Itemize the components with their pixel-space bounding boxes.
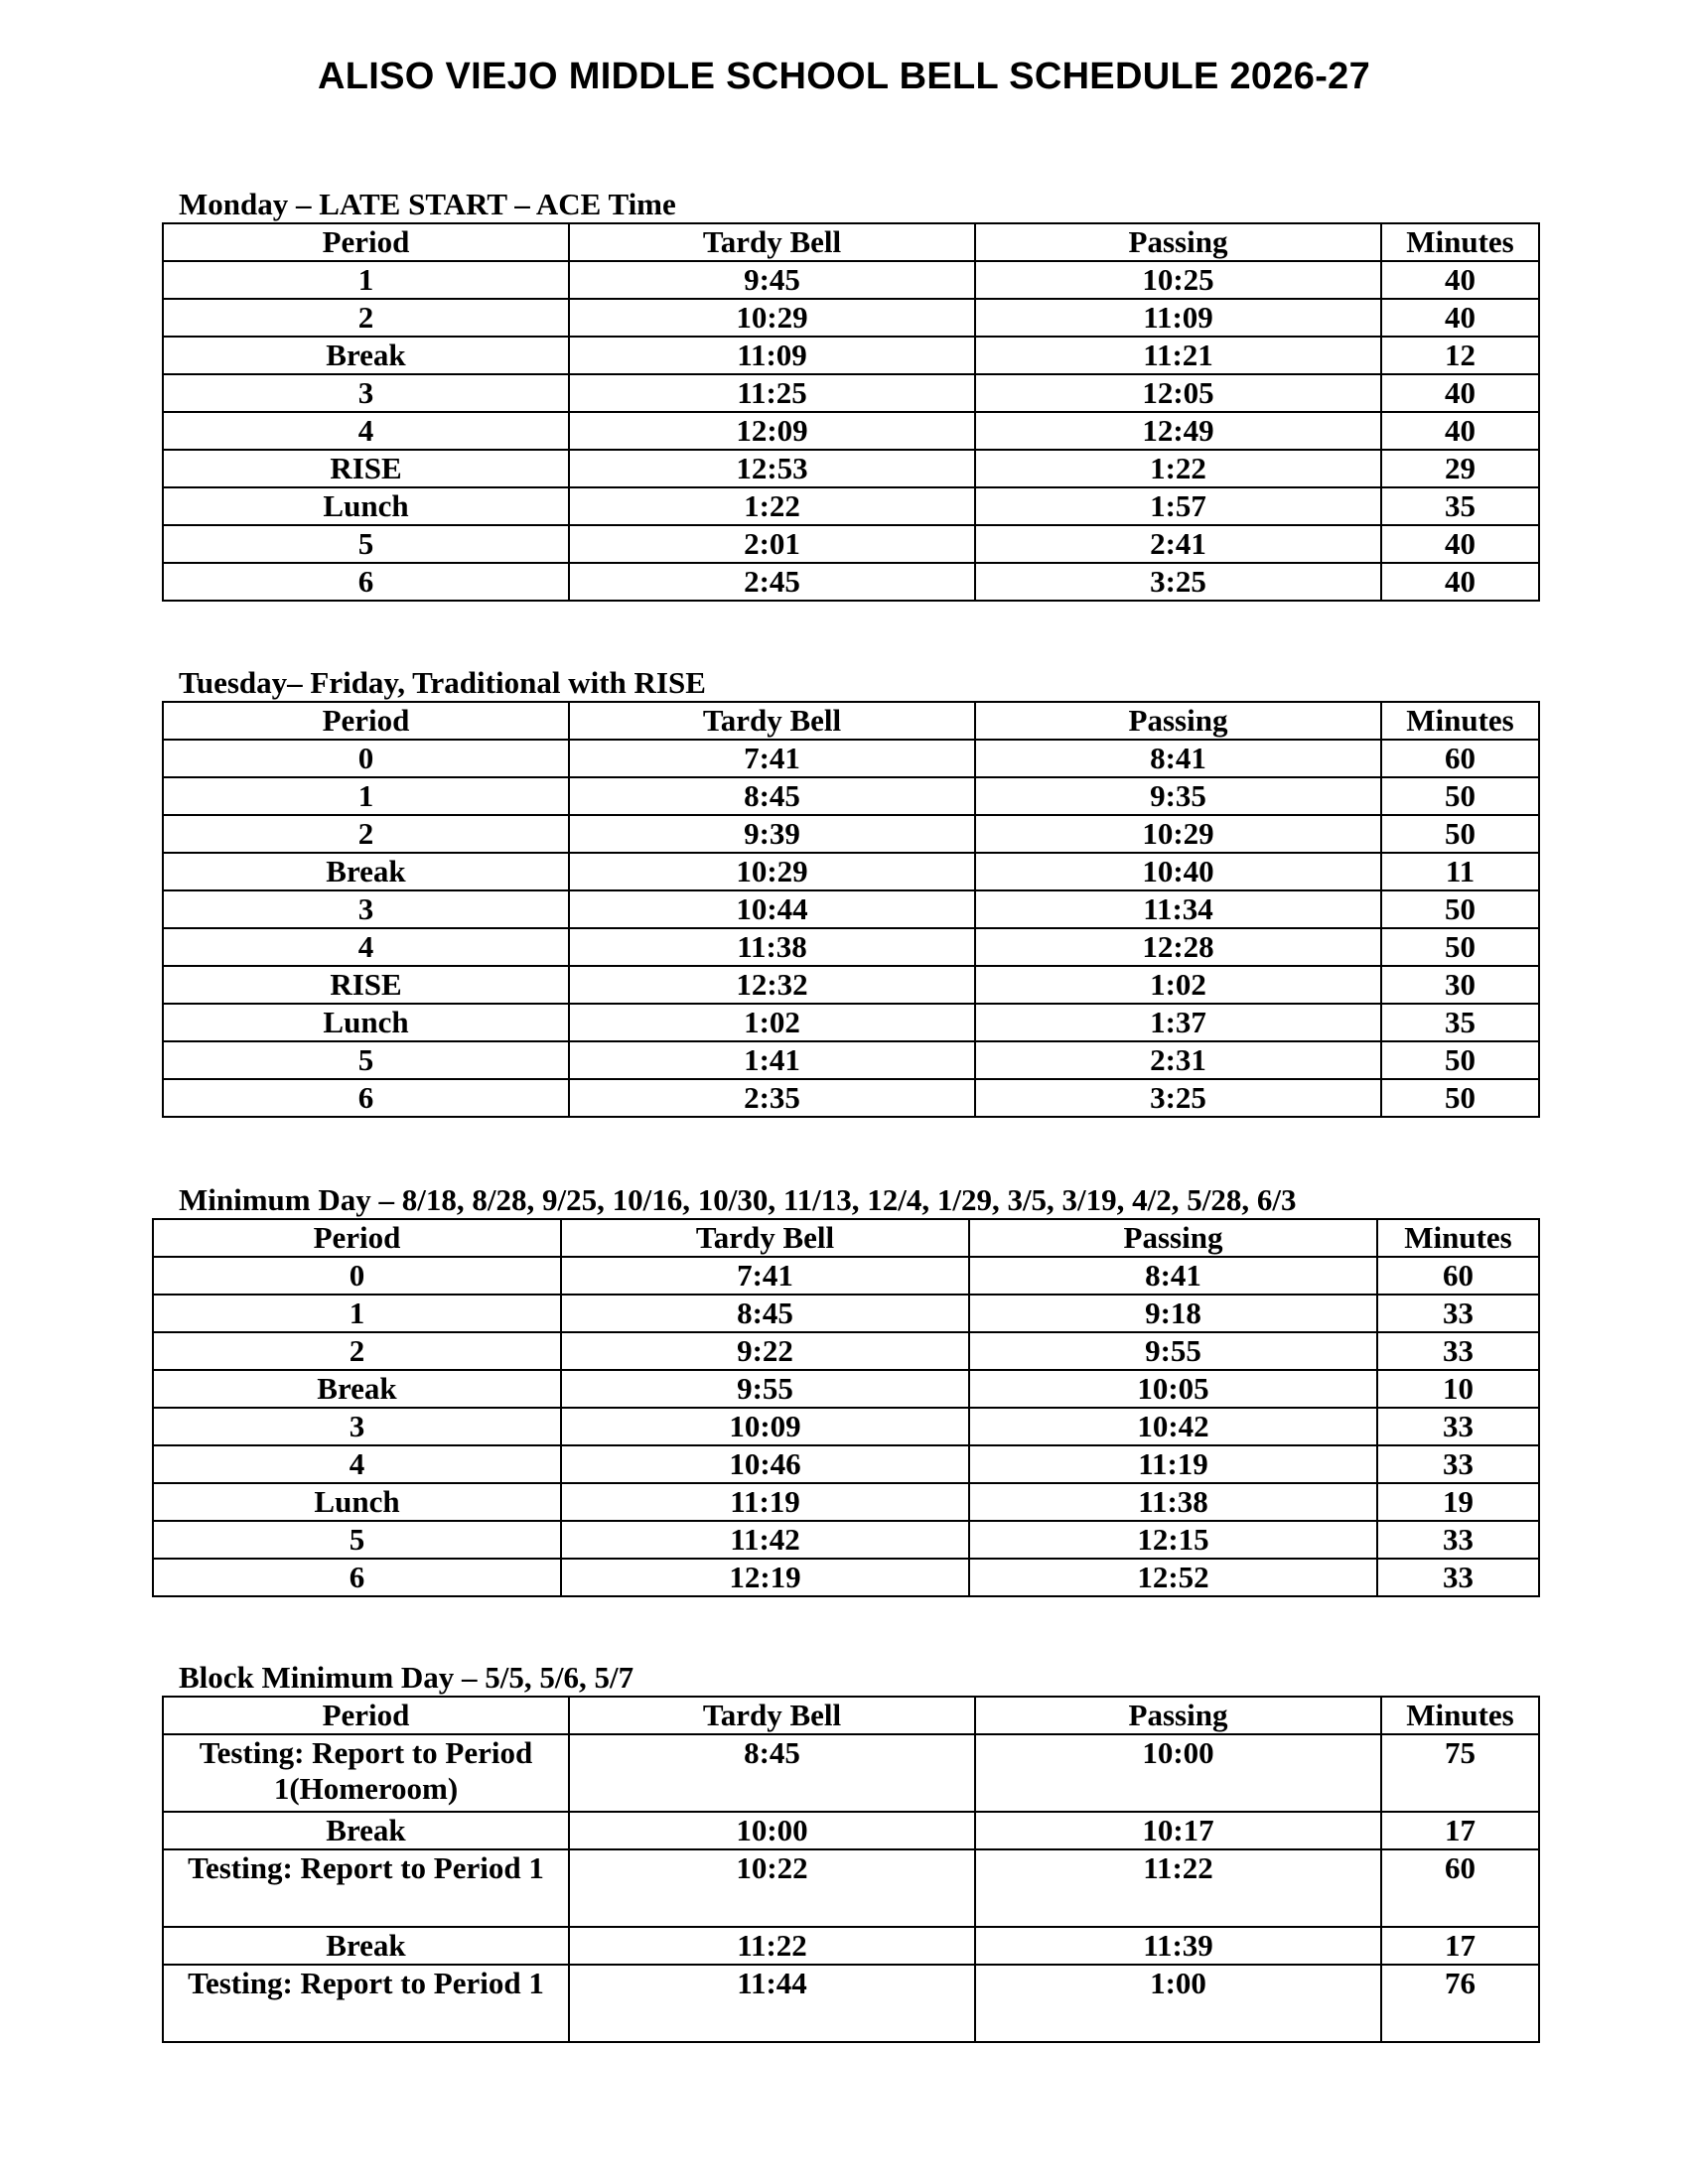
schedule-tuesday-friday [162,665,1540,1118]
schedule-block-minimum-day [162,1660,1540,2043]
minutes-cell: 30 [1381,966,1539,1004]
passing-cell: 11:09 [975,299,1381,337]
tardy-bell-cell: 12:32 [569,966,975,1004]
table-row [163,525,1539,563]
period-cell: RISE [163,966,569,1004]
minutes-cell: 35 [1381,487,1539,525]
tardy-bell-cell: 8:45 [569,777,975,815]
period-cell: 6 [153,1559,561,1596]
tardy-bell-cell: 2:35 [569,1079,975,1117]
period-cell: Lunch [163,487,569,525]
passing-cell: 3:25 [975,1079,1381,1117]
tardy-bell-cell: 11:25 [569,374,975,412]
passing-cell: 10:05 [969,1370,1377,1408]
column-header: Minutes [1381,702,1539,740]
table-row [163,928,1539,966]
passing-cell: 1:22 [975,450,1381,487]
period-cell: 3 [163,890,569,928]
table-row [163,450,1539,487]
passing-cell: 12:28 [975,928,1381,966]
table-row [163,890,1539,928]
minutes-cell: 75 [1381,1734,1539,1812]
passing-cell: 10:00 [975,1734,1381,1812]
table-row [153,1521,1539,1559]
period-cell: 5 [163,1041,569,1079]
tardy-bell-cell: 11:22 [569,1927,975,1965]
table-row [163,337,1539,374]
passing-cell: 11:38 [969,1483,1377,1521]
tardy-bell-cell: 7:41 [561,1257,969,1295]
table-row [153,1295,1539,1332]
column-header: Passing [975,223,1381,261]
minutes-cell: 50 [1381,1041,1539,1079]
period-cell: 1 [163,777,569,815]
period-cell: 0 [163,740,569,777]
table-row [163,966,1539,1004]
passing-cell: 1:57 [975,487,1381,525]
tardy-bell-cell: 12:19 [561,1559,969,1596]
minutes-cell: 40 [1381,261,1539,299]
tardy-bell-cell: 1:41 [569,1041,975,1079]
schedule-label: Monday – LATE START – ACE Time [179,187,676,221]
passing-cell: 3:25 [975,563,1381,601]
tardy-bell-cell: 12:53 [569,450,975,487]
passing-cell: 12:49 [975,412,1381,450]
period-cell: 4 [163,412,569,450]
table-header-row [153,1219,1539,1257]
minutes-cell: 10 [1377,1370,1539,1408]
tardy-bell-cell: 1:02 [569,1004,975,1041]
minutes-cell: 33 [1377,1332,1539,1370]
column-header: Minutes [1377,1219,1539,1257]
period-text: Testing: Report to Period 1(Homeroom) [199,1735,533,1806]
period-cell: Break [163,1927,569,1965]
period-cell: Lunch [163,1004,569,1041]
period-cell: 6 [163,1079,569,1117]
passing-cell: 9:55 [969,1332,1377,1370]
tardy-bell-cell: 9:22 [561,1332,969,1370]
schedule-table [162,701,1540,1118]
passing-cell: 2:41 [975,525,1381,563]
minutes-cell: 50 [1381,890,1539,928]
passing-cell: 10:17 [975,1812,1381,1849]
tardy-bell-cell: 8:45 [569,1734,975,1812]
period-cell: Lunch [153,1483,561,1521]
table-row [163,261,1539,299]
table-row [163,740,1539,777]
table-row [153,1257,1539,1295]
column-header: Tardy Bell [569,702,975,740]
table-row [163,777,1539,815]
tardy-bell-cell: 9:39 [569,815,975,853]
minutes-cell: 50 [1381,815,1539,853]
tardy-bell-cell: 11:19 [561,1483,969,1521]
period-cell: Break [163,853,569,890]
period-text: Testing: Report to Period 1 [188,1966,544,2000]
minutes-cell: 50 [1381,1079,1539,1117]
period-cell: RISE [163,450,569,487]
passing-cell: 10:25 [975,261,1381,299]
tardy-bell-cell: 8:45 [561,1295,969,1332]
table-row [163,853,1539,890]
passing-cell: 12:05 [975,374,1381,412]
table-header-row [163,1697,1539,1734]
minutes-cell: 17 [1381,1927,1539,1965]
tardy-bell-cell: 10:09 [561,1408,969,1445]
column-header: Period [163,223,569,261]
column-header: Tardy Bell [569,223,975,261]
minutes-cell: 33 [1377,1408,1539,1445]
schedule-label: Tuesday– Friday, Traditional with RISE [179,665,706,700]
passing-cell: 1:00 [975,1965,1381,2042]
column-header: Period [163,702,569,740]
column-header: Tardy Bell [561,1219,969,1257]
table-row [163,487,1539,525]
period-cell: 3 [153,1408,561,1445]
table-row [163,299,1539,337]
table-row [163,1927,1539,1965]
table-row [163,1849,1539,1927]
schedule-label: Block Minimum Day – 5/5, 5/6, 5/7 [179,1660,634,1695]
minutes-cell: 60 [1377,1257,1539,1295]
tardy-bell-cell: 11:09 [569,337,975,374]
minutes-cell: 11 [1381,853,1539,890]
table-row [163,1079,1539,1117]
table-row [163,412,1539,450]
minutes-cell: 40 [1381,374,1539,412]
period-cell: Break [163,1812,569,1849]
minutes-cell: 50 [1381,928,1539,966]
minutes-cell: 40 [1381,525,1539,563]
tardy-bell-cell: 10:46 [561,1445,969,1483]
period-cell: 3 [163,374,569,412]
table-row [153,1483,1539,1521]
period-cell [163,1849,569,1927]
table-row [153,1445,1539,1483]
table-row [163,1965,1539,2042]
minutes-cell: 40 [1381,563,1539,601]
column-header: Passing [969,1219,1377,1257]
tardy-bell-cell: 11:38 [569,928,975,966]
minutes-cell: 76 [1381,1965,1539,2042]
period-cell: 1 [163,261,569,299]
table-row [163,374,1539,412]
passing-cell: 10:40 [975,853,1381,890]
minutes-cell: 33 [1377,1559,1539,1596]
period-cell: 5 [153,1521,561,1559]
tardy-bell-cell: 2:01 [569,525,975,563]
minutes-cell: 40 [1381,412,1539,450]
schedule-table [162,222,1540,602]
period-cell: 2 [153,1332,561,1370]
tardy-bell-cell: 7:41 [569,740,975,777]
column-header: Tardy Bell [569,1697,975,1734]
column-header: Period [163,1697,569,1734]
period-cell: 5 [163,525,569,563]
table-row [163,563,1539,601]
tardy-bell-cell: 11:44 [569,1965,975,2042]
minutes-cell: 12 [1381,337,1539,374]
period-cell: 2 [163,815,569,853]
minutes-cell: 40 [1381,299,1539,337]
passing-cell: 9:35 [975,777,1381,815]
tardy-bell-cell: 2:45 [569,563,975,601]
passing-cell: 11:22 [975,1849,1381,1927]
period-cell: 4 [163,928,569,966]
column-header: Minutes [1381,1697,1539,1734]
minutes-cell: 17 [1381,1812,1539,1849]
passing-cell: 9:18 [969,1295,1377,1332]
passing-cell: 10:42 [969,1408,1377,1445]
schedule-minimum-day [152,1182,1540,1597]
tardy-bell-cell: 11:42 [561,1521,969,1559]
passing-cell: 10:29 [975,815,1381,853]
period-cell: 2 [163,299,569,337]
minutes-cell: 60 [1381,740,1539,777]
minutes-cell: 33 [1377,1521,1539,1559]
tardy-bell-cell: 10:29 [569,299,975,337]
minutes-cell: 33 [1377,1445,1539,1483]
tardy-bell-cell: 9:55 [561,1370,969,1408]
tardy-bell-cell: 9:45 [569,261,975,299]
table-row [163,1004,1539,1041]
period-text: Testing: Report to Period 1 [188,1850,544,1885]
schedule-label: Minimum Day – 8/18, 8/28, 9/25, 10/16, 10/30, 11/13, 12/4, 1/29, 3/5, 3/19, 4/2, 5/28, 6/3 [179,1182,1297,1217]
column-header: Minutes [1381,223,1539,261]
table-row [163,1734,1539,1812]
table-row [163,1041,1539,1079]
table-row [153,1408,1539,1445]
passing-cell: 2:31 [975,1041,1381,1079]
table-header-row [163,223,1539,261]
period-cell: Break [153,1370,561,1408]
passing-cell: 11:34 [975,890,1381,928]
passing-cell: 11:19 [969,1445,1377,1483]
column-header: Passing [975,1697,1381,1734]
tardy-bell-cell: 12:09 [569,412,975,450]
tardy-bell-cell: 10:29 [569,853,975,890]
period-cell: Break [163,337,569,374]
table-row [163,815,1539,853]
passing-cell: 1:02 [975,966,1381,1004]
tardy-bell-cell: 1:22 [569,487,975,525]
period-cell: 0 [153,1257,561,1295]
period-cell: 4 [153,1445,561,1483]
passing-cell: 12:52 [969,1559,1377,1596]
table-row [153,1370,1539,1408]
passing-cell: 11:39 [975,1927,1381,1965]
period-cell: 6 [163,563,569,601]
minutes-cell: 19 [1377,1483,1539,1521]
tardy-bell-cell: 10:00 [569,1812,975,1849]
minutes-cell: 35 [1381,1004,1539,1041]
minutes-cell: 33 [1377,1295,1539,1332]
period-cell: 1 [153,1295,561,1332]
passing-cell: 12:15 [969,1521,1377,1559]
schedule-table [152,1218,1540,1597]
schedule-monday-late-start [162,187,1540,602]
column-header: Passing [975,702,1381,740]
minutes-cell: 60 [1381,1849,1539,1927]
minutes-cell: 50 [1381,777,1539,815]
tardy-bell-cell: 10:22 [569,1849,975,1927]
table-row [163,1812,1539,1849]
period-cell [163,1734,569,1812]
table-row [153,1332,1539,1370]
period-cell [163,1965,569,2042]
page-title: ALISO VIEJO MIDDLE SCHOOL BELL SCHEDULE 2026-27 [317,56,1371,97]
passing-cell: 8:41 [969,1257,1377,1295]
column-header: Period [153,1219,561,1257]
schedule-table [162,1696,1540,2043]
minutes-cell: 29 [1381,450,1539,487]
passing-cell: 1:37 [975,1004,1381,1041]
tardy-bell-cell: 10:44 [569,890,975,928]
passing-cell: 11:21 [975,337,1381,374]
table-row [153,1559,1539,1596]
passing-cell: 8:41 [975,740,1381,777]
table-header-row [163,702,1539,740]
